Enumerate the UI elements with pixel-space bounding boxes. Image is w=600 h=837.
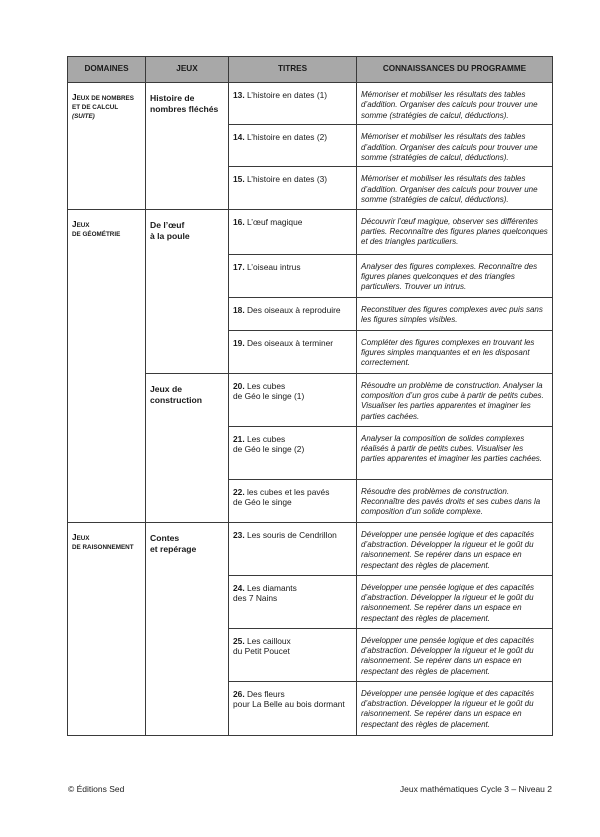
knowledge-cell: Analyser la composition de solides complexes réalisés à partir de petits cubes. Visualiser les parties apparentes et imaginer les parties cachées. (357, 426, 553, 479)
footer-copyright: © Éditions Sed (68, 784, 125, 794)
knowledge-cell: Développer une pensée logique et des capacités d’abstraction. Développer la rigueur et le goût du raisonnement. Se repérer dans un espace en respectant des règles de placement. (357, 628, 553, 681)
table-row (68, 209, 553, 254)
title-cell: 24. Les diamants des 7 Nains (229, 575, 357, 628)
knowledge-cell: Mémoriser et mobiliser les résultats des tables d’addition. Organiser des calculs pour trouver une somme (stratégies de calcul, déductions). (357, 83, 553, 125)
header-connaissances: CONNAISSANCES DU PROGRAMME (357, 57, 553, 83)
domain-cell-geometrie: JEUX DE GÉOMÉTRIE (68, 209, 146, 522)
title-cell: 22. les cubes et les pavés de Géo le singe (229, 479, 357, 522)
header-domaines: DOMAINES (68, 57, 146, 83)
knowledge-cell: Reconstituer des figures complexes avec puis sans les figures simples visibles. (357, 297, 553, 330)
program-table (67, 56, 553, 736)
game-cell-contes: Contes et repérage (146, 522, 229, 735)
knowledge-cell: Développer une pensée logique et des capacités d’abstraction. Développer la rigueur et le goût du raisonnement. Se repérer dans un espace en respectant des règles de placement. (357, 575, 553, 628)
knowledge-cell: Mémoriser et mobiliser les résultats des tables d’addition. Organiser des calculs pour trouver une somme (stratégies de calcul, déductions). (357, 125, 553, 167)
knowledge-cell: Résoudre un problème de construction. Analyser la composition d’un gros cube à partir de petits cubes. Visualiser les parties apparentes et imaginer les parties cachées. (357, 373, 553, 426)
game-cell-construction: Jeux de construction (146, 373, 229, 522)
domain-cell-nombres: JEUX DE NOMBRES ET DE CALCUL (SUITE) (68, 83, 146, 210)
knowledge-cell: Développer une pensée logique et des capacités d’abstraction. Développer la rigueur et le goût du raisonnement. Se repérer dans un espace en respectant des règles de placement. (357, 522, 553, 575)
knowledge-cell: Mémoriser et mobiliser les résultats des tables d’addition. Organiser des calculs pour trouver une somme (stratégies de calcul, déductions). (357, 167, 553, 209)
title-cell: 20. Les cubes de Géo le singe (1) (229, 373, 357, 426)
title-cell: 26. Des fleurs pour La Belle au bois dormant (229, 681, 357, 735)
knowledge-cell: Résoudre des problèmes de construction. Reconnaître des pavés droits et ses cubes dans la composition d’un solide complexe. (357, 479, 553, 522)
title-cell: 25. Les cailloux du Petit Poucet (229, 628, 357, 681)
footer-book-title: Jeux mathématiques Cycle 3 – Niveau 2 (399, 784, 552, 794)
title-cell: 19. Des oiseaux à terminer (229, 330, 357, 373)
knowledge-cell: Analyser des figures complexes. Reconnaître des figures planes quelconques et des triangles particuliers. Trouver un intrus. (357, 254, 553, 297)
table-row (68, 522, 553, 575)
title-cell: 15. L’histoire en dates (3) (229, 167, 357, 209)
table-header-row (68, 57, 553, 83)
knowledge-cell: Développer une pensée logique et des capacités d’abstraction. Développer la rigueur et le goût du raisonnement. Se repérer dans un espace en respectant des règles de placement. (357, 681, 553, 735)
game-cell-oeuf: De l’œuf à la poule (146, 209, 229, 373)
knowledge-cell: Découvrir l’œuf magique, observer ses différentes parties. Reconnaître des figures planes quelconques et des triangles particuliers. (357, 209, 553, 254)
knowledge-cell: Compléter des figures complexes en trouvant les figures simples manquantes et en les disposant correctement. (357, 330, 553, 373)
header-jeux: JEUX (146, 57, 229, 83)
title-cell: 17. L’oiseau intrus (229, 254, 357, 297)
header-titres: TITRES (229, 57, 357, 83)
title-cell: 14. L’histoire en dates (2) (229, 125, 357, 167)
game-cell-fleches: Histoire de nombres fléchés (146, 83, 229, 210)
domain-cell-raisonnement: JEUX DE RAISONNEMENT (68, 522, 146, 735)
title-cell: 18. Des oiseaux à reproduire (229, 297, 357, 330)
title-cell: 21. Les cubes de Géo le singe (2) (229, 426, 357, 479)
table-row (68, 83, 553, 125)
title-cell: 13. L’histoire en dates (1) (229, 83, 357, 125)
title-cell: 23. Les souris de Cendrillon (229, 522, 357, 575)
title-cell: 16. L’œuf magique (229, 209, 357, 254)
